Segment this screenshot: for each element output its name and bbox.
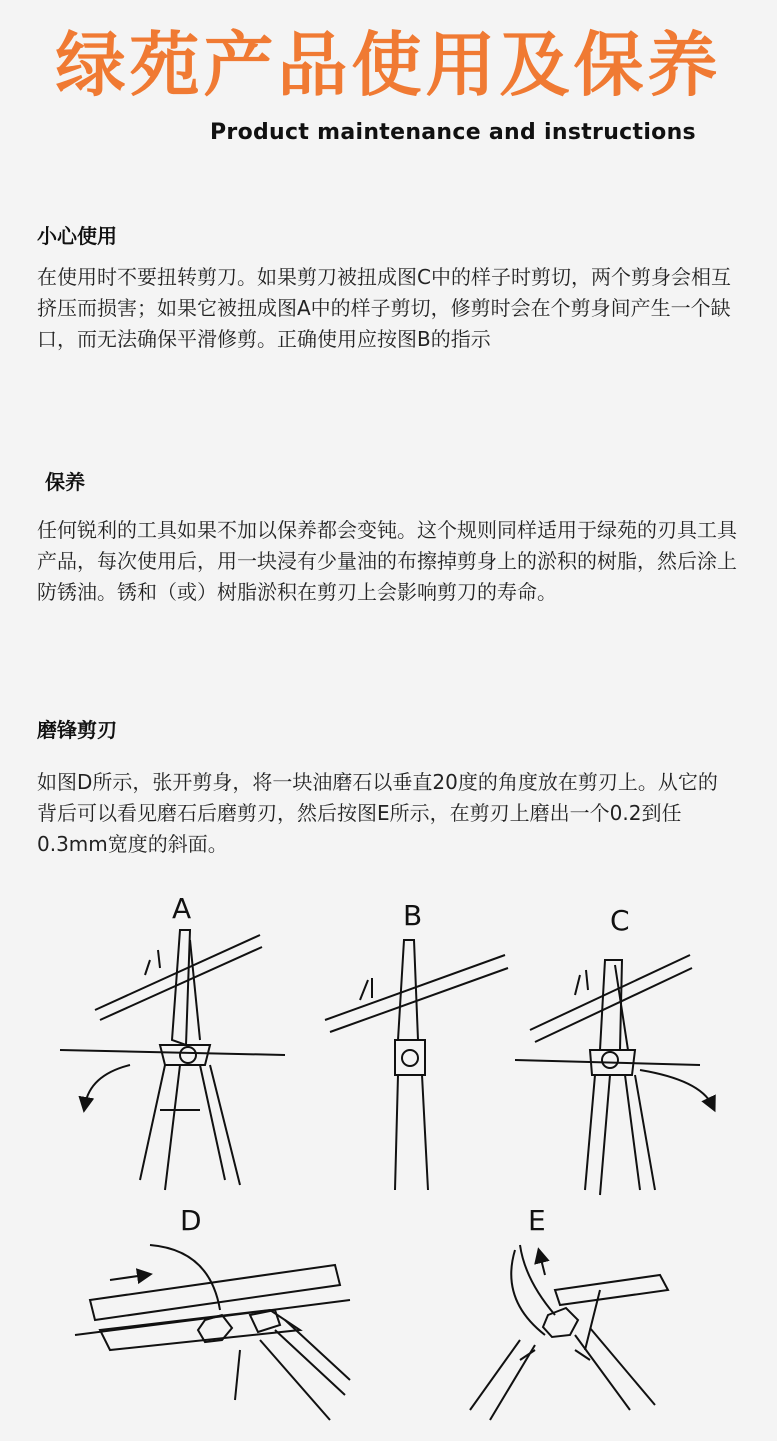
page-subtitle: Product maintenance and instructions (210, 120, 696, 145)
section-body-maintenance: 任何锐利的工具如果不加以保养都会变钝。这个规则同样适用于绿苑的刃具工具产品，每次使用后，用一块浸有少量油的布擦掉剪身上的淤积的树脂，然后涂上防锈油。锈和（或）树脂淤积在剪刃上会影响剪刀的寿命。 (37, 518, 737, 604)
figure-label-c: C (610, 904, 630, 937)
section-body-careful-use: 在使用时不要扭转剪刀。如果剪刀被扭成图C中的样子时剪切，两个剪身会相互挤压而损害；如果它被扭成图A中的样子剪切，修剪时会在个剪身间产生一个缺口，而无法确保平滑修剪。正确使用应按图B的指示 (37, 265, 731, 351)
figure-b (325, 899, 508, 1190)
figure-e (470, 1204, 668, 1420)
page-title: 绿苑产品使用及保养 (55, 24, 722, 106)
figure-a (60, 892, 285, 1190)
section-body-sharpening: 如图D所示，张开剪身，将一块油磨石以垂直20度的角度放在剪刃上。从它的背后可以看见磨石后磨剪刃，然后按图E所示，在剪刃上磨出一个0.2到任0.3mm宽度的斜面。 (37, 770, 718, 856)
figure-label-d: D (180, 1204, 202, 1237)
section-heading-maintenance: 保养 (45, 470, 85, 494)
section-heading-sharpening: 磨锋剪刃 (37, 718, 117, 742)
figure-d (75, 1204, 350, 1420)
figure-label-a: A (172, 892, 192, 925)
figure-c (515, 904, 712, 1195)
section-heading-careful-use: 小心使用 (37, 224, 117, 248)
figure-label-e: E (528, 1204, 546, 1237)
figure-label-b: B (403, 899, 423, 932)
usage-illustrations (0, 880, 777, 1441)
